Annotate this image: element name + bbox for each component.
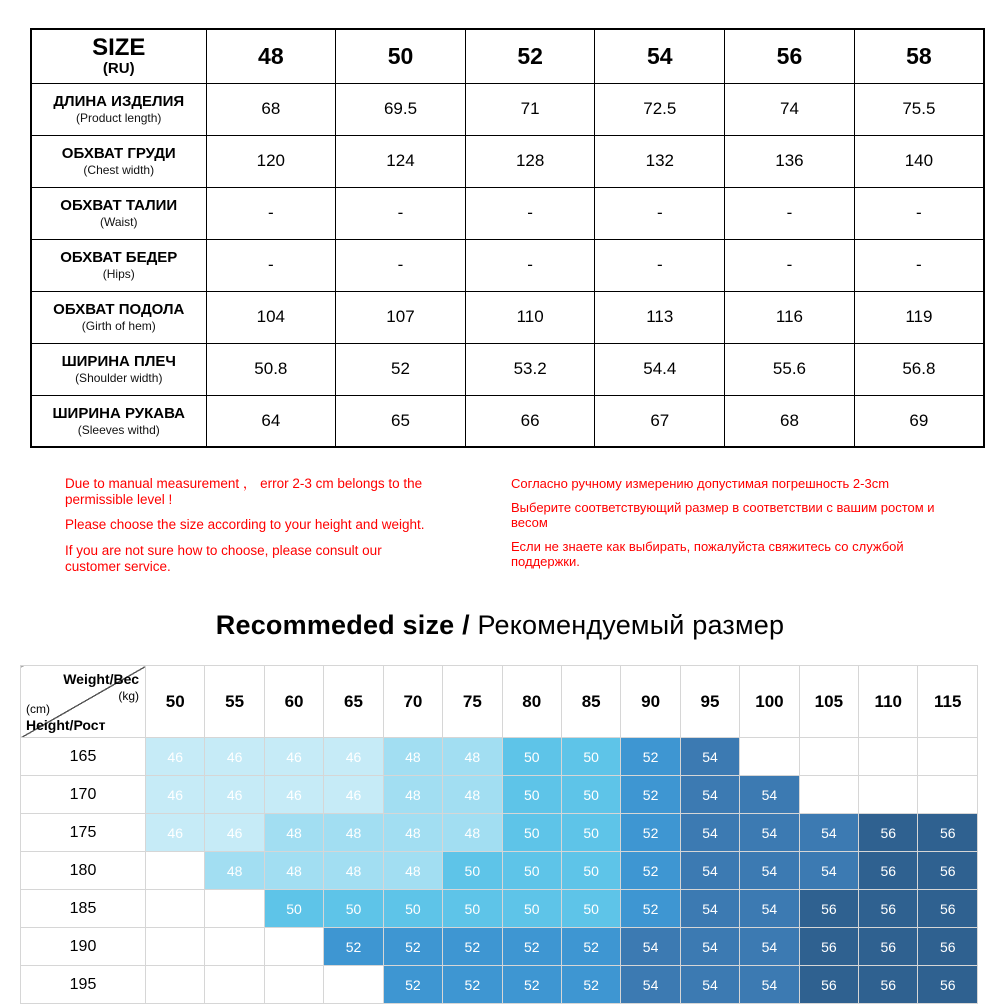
measurement-value: 67: [595, 395, 725, 447]
size-column-header: 58: [854, 29, 984, 83]
measurement-label-cell: [31, 187, 206, 239]
recommended-size-cell: 54: [680, 814, 739, 852]
recommended-size-cell: 48: [443, 814, 502, 852]
measurement-value: -: [595, 239, 725, 291]
measurement-label-cell: [31, 395, 206, 447]
measurement-subname: (Waist): [99, 214, 138, 229]
recommended-size-cell: 56: [799, 928, 858, 966]
measurement-subname: (Shoulder width): [75, 370, 163, 385]
recommended-size-cell: 50: [561, 890, 620, 928]
recommended-size-cell: [918, 776, 978, 814]
measurement-name: ШИРИНА РУКАВА: [52, 404, 186, 422]
size-column-header: 54: [595, 29, 725, 83]
recommended-size-cell: 54: [740, 776, 799, 814]
measurement-value: -: [725, 187, 855, 239]
recommended-size-cell: [146, 928, 205, 966]
measurement-value: 124: [336, 135, 466, 187]
recommended-size-cell: 50: [502, 852, 561, 890]
recommended-size-cell: 48: [205, 852, 264, 890]
recommended-size-cell: 50: [502, 776, 561, 814]
measurement-value: 120: [206, 135, 336, 187]
recommended-size-cell: 48: [443, 776, 502, 814]
measurement-value: 69.5: [336, 83, 466, 135]
recommended-size-cell: 50: [561, 776, 620, 814]
recommended-size-cell: 56: [918, 852, 978, 890]
recommended-row: [21, 776, 978, 814]
weight-column-header: 80: [502, 666, 561, 738]
recommended-size-cell: 52: [561, 928, 620, 966]
weight-column-header: 100: [740, 666, 799, 738]
weight-column-header: 50: [146, 666, 205, 738]
measurement-value: 69: [854, 395, 984, 447]
recommended-size-cell: [205, 928, 264, 966]
recommended-size-cell: 48: [443, 738, 502, 776]
recommended-size-cell: 54: [680, 966, 739, 1004]
measurement-name: ДЛИНА ИЗДЕЛИЯ: [53, 92, 185, 110]
measurement-value: -: [725, 239, 855, 291]
recommended-size-cell: 56: [918, 890, 978, 928]
measurement-subname: (Hips): [102, 266, 135, 281]
recommended-size-cell: 48: [383, 738, 442, 776]
recommended-row: [21, 814, 978, 852]
measurement-value: 71: [465, 83, 595, 135]
recommended-size-cell: 46: [205, 814, 264, 852]
recommended-size-cell: 54: [621, 966, 680, 1004]
measurement-value: 55.6: [725, 343, 855, 395]
recommended-size-cell: 48: [383, 852, 442, 890]
measurement-value: 72.5: [595, 83, 725, 135]
size-table-row: [31, 187, 984, 239]
weight-column-header: 95: [680, 666, 739, 738]
measurement-value: 56.8: [854, 343, 984, 395]
recommended-size-cell: [859, 776, 918, 814]
recommended-size-cell: 52: [383, 966, 442, 1004]
recommended-size-cell: 52: [502, 928, 561, 966]
size-table-row: [31, 135, 984, 187]
recommended-header-row: [21, 666, 978, 738]
recommended-size-cell: 56: [859, 814, 918, 852]
recommended-size-cell: [264, 966, 323, 1004]
measurement-value: 110: [465, 291, 595, 343]
measurement-value: 113: [595, 291, 725, 343]
measurement-value: 136: [725, 135, 855, 187]
recommended-size-cell: 50: [561, 738, 620, 776]
measurement-value: -: [854, 239, 984, 291]
measurement-name: ОБХВАТ ПОДОЛА: [53, 300, 185, 318]
size-column-header: 50: [336, 29, 466, 83]
weight-column-header: 85: [561, 666, 620, 738]
height-label: 170: [21, 776, 146, 814]
recommended-size-cell: 48: [324, 852, 383, 890]
recommended-size-cell: [205, 966, 264, 1004]
recommended-size-cell: [205, 890, 264, 928]
recommended-size-cell: 52: [621, 890, 680, 928]
disclaimer-notes: [65, 476, 1000, 584]
height-label: 185: [21, 890, 146, 928]
recommended-size-cell: [146, 966, 205, 1004]
size-table-row: [31, 291, 984, 343]
recommended-size-cell: 54: [740, 890, 799, 928]
measurement-value: 66: [465, 395, 595, 447]
recommended-size-cell: 50: [561, 814, 620, 852]
recommended-size-cell: 56: [859, 890, 918, 928]
measurement-label-cell: [31, 343, 206, 395]
size-header-subtitle: (RU): [102, 59, 135, 77]
recommended-size-cell: 52: [443, 966, 502, 1004]
recommended-size-cell: 54: [680, 928, 739, 966]
height-label: 180: [21, 852, 146, 890]
recommended-size-cell: 56: [918, 928, 978, 966]
measurement-value: 53.2: [465, 343, 595, 395]
measurement-value: 75.5: [854, 83, 984, 135]
recommended-size-cell: 54: [740, 814, 799, 852]
height-axis-label: Height/Рост: [26, 717, 106, 734]
size-table-row: [31, 83, 984, 135]
weight-column-header: 65: [324, 666, 383, 738]
corner-cell: [21, 666, 146, 738]
recommended-size-cell: 50: [383, 890, 442, 928]
recommended-row: [21, 966, 978, 1004]
recommended-row: [21, 890, 978, 928]
recommended-size-cell: 54: [740, 966, 799, 1004]
weight-column-header: 105: [799, 666, 858, 738]
recommended-size-cell: 52: [443, 928, 502, 966]
recommended-size-cell: [799, 738, 858, 776]
recommended-size-cell: 48: [324, 814, 383, 852]
weight-axis-label: Weight/Вес: [63, 671, 139, 688]
weight-column-header: 115: [918, 666, 978, 738]
recommended-size-cell: 48: [264, 814, 323, 852]
recommended-size-cell: [918, 738, 978, 776]
recommended-size-cell: 56: [799, 890, 858, 928]
size-table-row: [31, 343, 984, 395]
weight-column-header: 70: [383, 666, 442, 738]
measurement-value: 68: [206, 83, 336, 135]
measurement-value: 132: [595, 135, 725, 187]
recommended-size-cell: [859, 738, 918, 776]
measurement-value: -: [206, 239, 336, 291]
size-table-header-row: [31, 29, 984, 83]
note-ru-line: Выберите соответствующий размер в соответствии с вашим ростом и весом: [511, 499, 935, 531]
recommended-size-cell: 54: [680, 890, 739, 928]
recommended-size-cell: 50: [502, 890, 561, 928]
size-column-header: 52: [465, 29, 595, 83]
note-en-line: If you are not sure how to choose, please consult our customer service.: [65, 542, 382, 574]
measurement-subname: (Chest width): [83, 162, 155, 177]
height-label: 165: [21, 738, 146, 776]
note-ru-line: Согласно ручному измерению допустимая погрешность 2-3cm: [511, 476, 890, 491]
recommended-size-cell: 54: [680, 738, 739, 776]
weight-column-header: 75: [443, 666, 502, 738]
recommended-size-cell: 52: [621, 852, 680, 890]
measurement-label-cell: [31, 239, 206, 291]
measurement-value: 104: [206, 291, 336, 343]
measurement-value: 64: [206, 395, 336, 447]
recommended-size-cell: [264, 928, 323, 966]
recommended-size-cell: 54: [799, 814, 858, 852]
recommended-size-title: [0, 610, 1000, 641]
recommended-size-cell: 52: [502, 966, 561, 1004]
measurement-value: 119: [854, 291, 984, 343]
measurement-value: 116: [725, 291, 855, 343]
recommended-size-cell: 50: [264, 890, 323, 928]
measurement-subname: (Girth of hem): [81, 318, 156, 333]
recommended-size-cell: 54: [740, 852, 799, 890]
recommended-size-cell: 56: [859, 928, 918, 966]
recommended-size-cell: 56: [918, 966, 978, 1004]
recommended-title-bold: Recommeded size /: [215, 610, 470, 641]
recommended-size-cell: 50: [324, 890, 383, 928]
size-column-header: 56: [725, 29, 855, 83]
measurement-value: 68: [725, 395, 855, 447]
recommended-size-cell: 52: [621, 814, 680, 852]
recommended-size-cell: 56: [918, 814, 978, 852]
recommended-size-cell: 48: [383, 776, 442, 814]
recommended-size-cell: 46: [146, 738, 205, 776]
note-en-line: Due to manual measurement ， error 2-3 cm belongs to the permissible level !: [65, 476, 423, 507]
recommended-size-cell: 54: [740, 928, 799, 966]
recommended-size-cell: 46: [146, 776, 205, 814]
notes-russian: [511, 476, 949, 584]
height-label: 175: [21, 814, 146, 852]
note-ru-line: Если не знаете как выбирать, пожалуйста свяжитесь со службой поддержки.: [511, 538, 904, 570]
measurement-value: 107: [336, 291, 466, 343]
recommended-size-cell: 54: [680, 776, 739, 814]
size-header-cell: [31, 29, 206, 83]
recommended-size-cell: 46: [324, 776, 383, 814]
recommended-size-cell: 52: [621, 738, 680, 776]
recommended-size-cell: 46: [205, 776, 264, 814]
weight-axis-unit: (kg): [118, 689, 139, 704]
size-header-title: SIZE: [92, 34, 146, 62]
recommended-size-cell: 46: [324, 738, 383, 776]
measurement-value: 74: [725, 83, 855, 135]
recommended-row: [21, 928, 978, 966]
weight-column-header: 90: [621, 666, 680, 738]
recommended-size-cell: 48: [383, 814, 442, 852]
recommended-size-cell: 46: [264, 776, 323, 814]
measurement-label-cell: [31, 291, 206, 343]
size-column-header: 48: [206, 29, 336, 83]
measurement-subname: (Product length): [76, 110, 162, 125]
measurement-value: 52: [336, 343, 466, 395]
height-label: 195: [21, 966, 146, 1004]
recommended-size-cell: [324, 966, 383, 1004]
weight-column-header: 55: [205, 666, 264, 738]
recommended-size-cell: 56: [859, 852, 918, 890]
measurement-value: 128: [465, 135, 595, 187]
measurement-name: ОБХВАТ ТАЛИИ: [60, 196, 178, 214]
recommended-size-cell: 52: [324, 928, 383, 966]
measurement-subname: (Sleeves withd): [77, 422, 160, 437]
measurement-value: -: [206, 187, 336, 239]
recommended-size-cell: [740, 738, 799, 776]
weight-column-header: 60: [264, 666, 323, 738]
recommended-size-cell: 54: [680, 852, 739, 890]
recommended-size-cell: [146, 890, 205, 928]
recommended-size-cell: 50: [443, 890, 502, 928]
recommended-title-rest: Рекомендуемый размер: [469, 610, 785, 641]
measurement-value: -: [336, 187, 466, 239]
height-label: 190: [21, 928, 146, 966]
recommended-size-table: [20, 665, 978, 1004]
recommended-size-cell: 46: [205, 738, 264, 776]
notes-english: [65, 476, 433, 584]
recommended-size-cell: 50: [502, 814, 561, 852]
recommended-size-cell: 46: [264, 738, 323, 776]
recommended-row: [21, 738, 978, 776]
measurement-name: ШИРИНА ПЛЕЧ: [61, 352, 176, 370]
recommended-size-cell: 50: [443, 852, 502, 890]
size-table-row: [31, 395, 984, 447]
recommended-size-cell: [146, 852, 205, 890]
measurement-name: ОБХВАТ БЕДЕР: [60, 248, 178, 266]
note-en-line: Please choose the size according to your height and weight.: [65, 517, 425, 533]
measurement-name: ОБХВАТ ГРУДИ: [61, 144, 176, 162]
recommended-size-cell: 54: [621, 928, 680, 966]
measurement-value: -: [465, 239, 595, 291]
measurement-value: -: [465, 187, 595, 239]
recommended-size-cell: 48: [264, 852, 323, 890]
measurement-value: -: [854, 187, 984, 239]
size-table: [30, 28, 985, 448]
measurement-value: 50.8: [206, 343, 336, 395]
measurement-value: -: [336, 239, 466, 291]
recommended-size-cell: 52: [561, 966, 620, 1004]
measurement-value: 140: [854, 135, 984, 187]
measurement-label-cell: [31, 135, 206, 187]
recommended-size-cell: 56: [859, 966, 918, 1004]
height-axis-unit: (cm): [26, 702, 50, 717]
size-table-row: [31, 239, 984, 291]
recommended-size-cell: 50: [502, 738, 561, 776]
measurement-value: -: [595, 187, 725, 239]
measurement-value: 65: [336, 395, 466, 447]
recommended-size-cell: 52: [383, 928, 442, 966]
weight-column-header: 110: [859, 666, 918, 738]
recommended-size-cell: 50: [561, 852, 620, 890]
recommended-size-cell: 56: [799, 966, 858, 1004]
recommended-size-cell: 54: [799, 852, 858, 890]
measurement-label-cell: [31, 83, 206, 135]
recommended-size-cell: [799, 776, 858, 814]
recommended-size-cell: 52: [621, 776, 680, 814]
recommended-row: [21, 852, 978, 890]
recommended-size-cell: 46: [146, 814, 205, 852]
measurement-value: 54.4: [595, 343, 725, 395]
